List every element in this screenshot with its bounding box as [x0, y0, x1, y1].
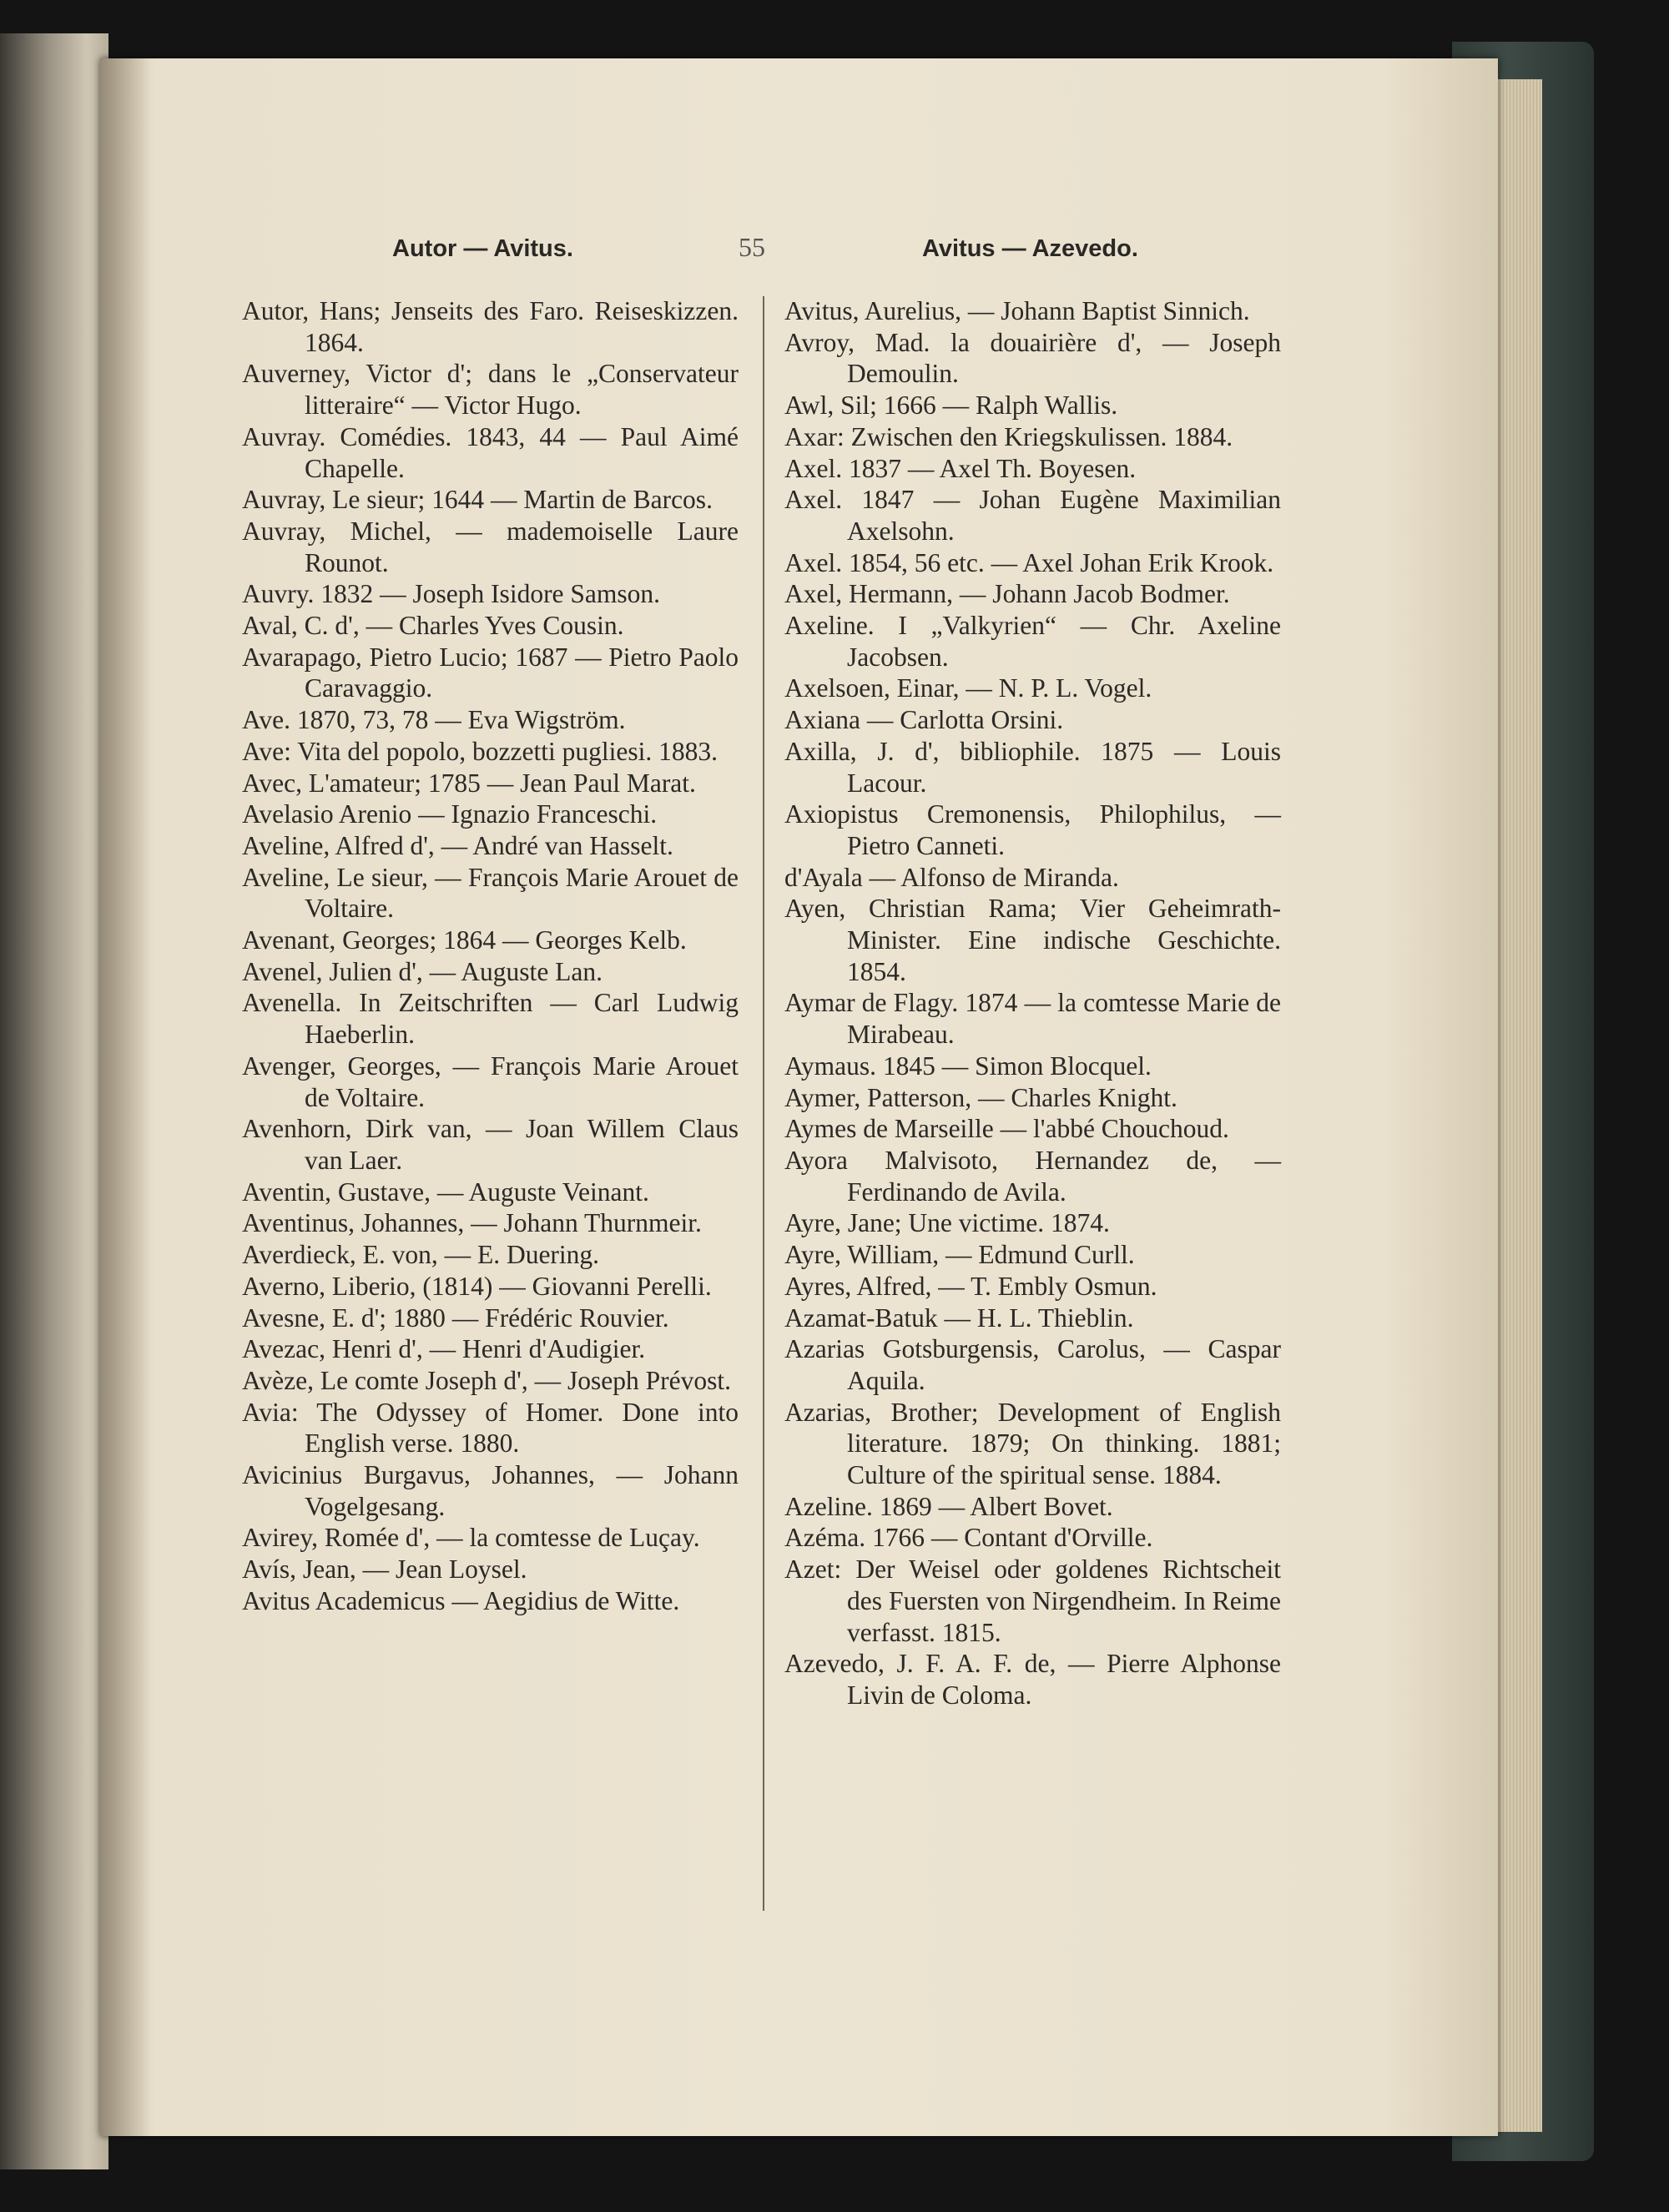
- entry: Averdieck, E. von, — E. Duering.: [242, 1240, 600, 1270]
- entry: Auvray. Comédies. 1843, 44 — Paul Aimé Chapelle.: [242, 421, 739, 483]
- entry: Azet: Der Weisel oder goldenes Richtscheit des Fuersten von Nirgendheim. In Reime verfasst. 1815.: [784, 1554, 1281, 1647]
- entry: Awl, Sil; 1666 — Ralph Wallis.: [784, 391, 1118, 421]
- entry: d'Ayala — Alfonso de Miranda.: [784, 862, 1119, 892]
- entry: Auvray, Michel, — mademoiselle Laure Rounot.: [242, 516, 739, 577]
- entry: Axel. 1837 — Axel Th. Boyesen.: [784, 453, 1137, 483]
- entry: Avroy, Mad. la douairière d', — Joseph Demoulin.: [784, 327, 1281, 389]
- entry: Azarias Gotsburgensis, Carolus, — Caspar Aquila.: [784, 1334, 1281, 1395]
- previous-page-edge: [0, 33, 108, 2169]
- entry: Azarias, Brother; Development of English literature. 1879; On thinking. 1881; Culture of the spiritual sense. 1884.: [784, 1397, 1281, 1490]
- entry: Avec, L'amateur; 1785 — Jean Paul Marat.: [242, 768, 696, 798]
- entry: Auvry. 1832 — Joseph Isidore Samson.: [242, 579, 661, 609]
- entry: Autor, Hans; Jenseits des Faro. Reiseskizzen. 1864.: [242, 296, 739, 357]
- entry: Avís, Jean, — Jean Loysel.: [242, 1554, 527, 1585]
- entry: Ayre, Jane; Une victime. 1874.: [784, 1208, 1110, 1238]
- entry: Ayen, Christian Rama; Vier Geheimrath-Minister. Eine indische Geschichte. 1854.: [784, 894, 1281, 986]
- running-head-left: Autor — Avitus.: [392, 235, 573, 262]
- page-number: 55: [739, 232, 765, 262]
- entry: Avèze, Le comte Joseph d', — Joseph Prévost.: [242, 1365, 731, 1395]
- entry: Aymer, Patterson, — Charles Knight.: [784, 1082, 1177, 1112]
- entry: Ayres, Alfred, — T. Embly Osmun.: [784, 1271, 1157, 1301]
- entry: Avenhorn, Dirk van, — Joan Willem Claus van Laer.: [242, 1114, 739, 1175]
- entry: Aventin, Gustave, — Auguste Veinant.: [242, 1177, 649, 1207]
- entry: Ayora Malvisoto, Hernandez de, — Ferdinando de Avila.: [784, 1145, 1281, 1207]
- entry: Aventinus, Johannes, — Johann Thurnmeir.: [242, 1208, 702, 1238]
- right-column: [784, 295, 1281, 1711]
- entry: Ave: Vita del popolo, bozzetti pugliesi. 1883.: [242, 736, 718, 766]
- entry: Aval, C. d', — Charles Yves Cousin.: [242, 611, 624, 641]
- entry: Axel. 1847 — Johan Eugène Maximilian Axelsohn.: [784, 485, 1281, 546]
- entry: Avicinius Burgavus, Johannes, — Johann Vogelgesang.: [242, 1460, 739, 1521]
- entry: Axeline. I „Valkyrien“ — Chr. Axeline Jacobsen.: [784, 611, 1281, 672]
- entry: Auverney, Victor d'; dans le „Conservateur litteraire“ — Victor Hugo.: [242, 359, 739, 421]
- entry: Avitus, Aurelius, — Johann Baptist Sinnich.: [784, 296, 1250, 325]
- entry: Avia: The Odyssey of Homer. Done into English verse. 1880.: [242, 1397, 739, 1459]
- entry: Axelsoen, Einar, — N. P. L. Vogel.: [784, 673, 1152, 703]
- entry: Avenger, Georges, — François Marie Arouet de Voltaire.: [242, 1051, 739, 1112]
- page-edges: [1494, 79, 1542, 2132]
- gutter-shadow: [100, 58, 150, 2136]
- entry: Auvray, Le sieur; 1644 — Martin de Barcos.: [242, 485, 713, 515]
- column-divider: [763, 296, 764, 1911]
- entry: Azevedo, J. F. A. F. de, — Pierre Alphonse Livin de Coloma.: [784, 1649, 1281, 1710]
- entry: Avenella. In Zeitschriften — Carl Ludwig Haeberlin.: [242, 988, 739, 1050]
- entry: Axar: Zwischen den Kriegskulissen. 1884.: [784, 421, 1233, 451]
- entry: Aymaus. 1845 — Simon Blocquel.: [784, 1051, 1152, 1081]
- entry: Avenel, Julien d', — Auguste Lan.: [242, 956, 603, 986]
- entry: Avelasio Arenio — Ignazio Franceschi.: [242, 799, 658, 829]
- entry: Ave. 1870, 73, 78 — Eva Wigström.: [242, 705, 626, 735]
- entry: Avenant, Georges; 1864 — Georges Kelb.: [242, 925, 687, 955]
- entry: Averno, Liberio, (1814) — Giovanni Perelli.: [242, 1271, 712, 1301]
- entry: Avezac, Henri d', — Henri d'Audigier.: [242, 1334, 646, 1364]
- entry: Azéma. 1766 — Contant d'Orville.: [784, 1523, 1153, 1553]
- entry: Axel, Hermann, — Johann Jacob Bodmer.: [784, 579, 1230, 609]
- entry: Avirey, Romée d', — la comtesse de Luçay.: [242, 1523, 700, 1553]
- entry: Avesne, E. d'; 1880 — Frédéric Rouvier.: [242, 1303, 669, 1333]
- entry: Azeline. 1869 — Albert Bovet.: [784, 1491, 1113, 1521]
- entry: Avitus Academicus — Aegidius de Witte.: [242, 1585, 680, 1615]
- entry: Ayre, William, — Edmund Curll.: [784, 1240, 1135, 1270]
- entry: Aymar de Flagy. 1874 — la comtesse Marie de Mirabeau.: [784, 988, 1281, 1050]
- entry: Axiopistus Cremonensis, Philophilus, — Pietro Canneti.: [784, 799, 1281, 860]
- entry: Axilla, J. d', bibliophile. 1875 — Louis Lacour.: [784, 736, 1281, 798]
- running-head-right: Avitus — Azevedo.: [922, 235, 1138, 262]
- entry: Aveline, Le sieur, — François Marie Arouet de Voltaire.: [242, 862, 739, 924]
- entry: Aymes de Marseille — l'abbé Chouchoud.: [784, 1114, 1229, 1144]
- entry: Axel. 1854, 56 etc. — Axel Johan Erik Krook.: [784, 547, 1274, 577]
- left-column: [242, 295, 739, 1617]
- entry: Axiana — Carlotta Orsini.: [784, 705, 1064, 735]
- entry: Avarapago, Pietro Lucio; 1687 — Pietro Paolo Caravaggio.: [242, 642, 739, 703]
- entry: Azamat-Batuk — H. L. Thieblin.: [784, 1303, 1134, 1333]
- entry: Aveline, Alfred d', — André van Hasselt.: [242, 830, 673, 860]
